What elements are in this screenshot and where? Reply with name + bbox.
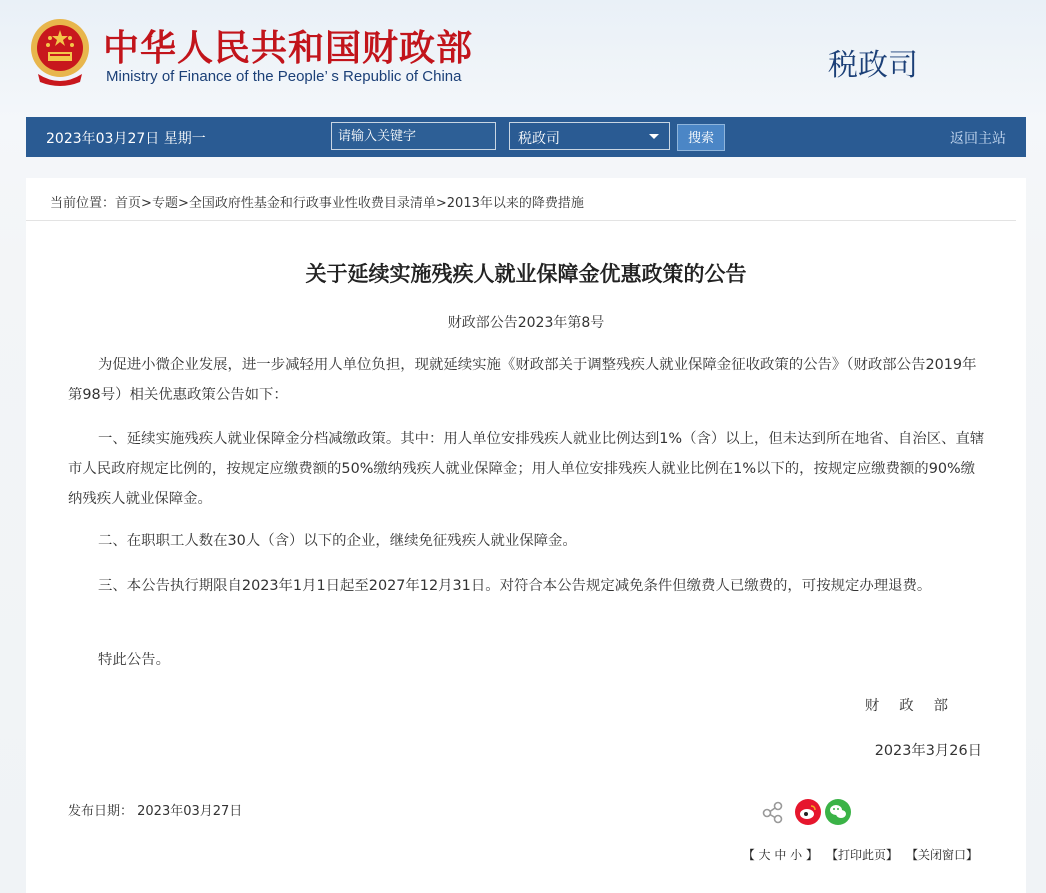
signature: 财政部 bbox=[864, 698, 968, 714]
current-date: 2023年03月27日 星期一 bbox=[46, 131, 206, 147]
content-panel bbox=[26, 178, 1026, 893]
department-select-value: 税政司 bbox=[518, 131, 560, 147]
article-paragraph: 为促进小微企业发展，进一步减轻用人单位负担，现就延续实施《财政部关于调整残疾人就业保障金征收政策的公告》（财政部公告2019年第98号）相关优惠政策公告如下： bbox=[68, 357, 977, 403]
share-icon[interactable] bbox=[761, 800, 785, 824]
return-home-link[interactable]: 返回主站 bbox=[950, 131, 1006, 147]
site-title: 中华人民共和国财政部 bbox=[103, 28, 474, 69]
breadcrumb-home[interactable]: 首页 bbox=[115, 196, 142, 211]
site-header bbox=[0, 0, 1046, 112]
department-name: 税政司 bbox=[828, 48, 918, 83]
breadcrumb-catalog[interactable]: 全国政府性基金和行政事业性收费目录清单 bbox=[188, 196, 436, 211]
weibo-icon[interactable] bbox=[795, 799, 821, 825]
breadcrumb-separator: > bbox=[177, 196, 189, 211]
article-title: 关于延续实施残疾人就业保障金优惠政策的公告 bbox=[305, 262, 747, 286]
nav-bar bbox=[26, 117, 1026, 157]
breadcrumb-prefix: 当前位置： bbox=[50, 196, 116, 211]
article-paragraph: 三、本公告执行期限自2023年1月1日起至2027年12月31日。对符合本公告规定减免条件但缴费人已缴费的，可按规定办理退费。 bbox=[98, 578, 932, 594]
breadcrumb-topic[interactable]: 专题 bbox=[151, 196, 178, 211]
publish-date: 发布日期： 2023年03月27日 bbox=[68, 804, 243, 819]
breadcrumb-current[interactable]: 2013年以来的降费措施 bbox=[446, 196, 584, 211]
breadcrumb-separator: > bbox=[141, 196, 152, 211]
divider bbox=[26, 220, 1016, 221]
font-size-selector[interactable]: 【 大 中 小 】 bbox=[742, 848, 818, 862]
article-paragraph: 二、在职职工人数在30人（含）以下的企业，继续免征残疾人就业保障金。 bbox=[98, 533, 577, 549]
article-paragraph: 特此公告。 bbox=[98, 652, 170, 668]
signature-date: 2023年3月26日 bbox=[874, 743, 982, 759]
article-number: 财政部公告2023年第8号 bbox=[447, 315, 605, 331]
print-link[interactable]: 【打印此页】 bbox=[831, 848, 898, 862]
breadcrumb bbox=[50, 192, 584, 211]
search-button[interactable]: 搜索 bbox=[677, 124, 725, 151]
article-paragraph: 一、延续实施残疾人就业保障金分档减缴政策。其中：用人单位安排残疾人就业比例达到1%（含）以上，但未达到所在地省、自治区、直辖市人民政府规定比例的，按规定应缴费额的50%缴纳残疾人就业保障金；用人单位安排残疾人就业比例在1%以下的，按规定应缴费额的90%缴纳残疾人就业保障金。 bbox=[68, 431, 985, 507]
close-window-link[interactable]: 【关闭窗口】 bbox=[911, 848, 978, 862]
department-select[interactable] bbox=[509, 122, 670, 150]
page-tools bbox=[729, 846, 978, 863]
breadcrumb-separator: > bbox=[435, 196, 447, 211]
chevron-down-icon bbox=[649, 134, 659, 139]
site-subtitle: Ministry of Finance of the People’ s Republic of China bbox=[106, 68, 462, 85]
search-input[interactable] bbox=[331, 122, 496, 150]
wechat-icon[interactable] bbox=[825, 799, 851, 825]
national-emblem-icon bbox=[28, 16, 92, 88]
